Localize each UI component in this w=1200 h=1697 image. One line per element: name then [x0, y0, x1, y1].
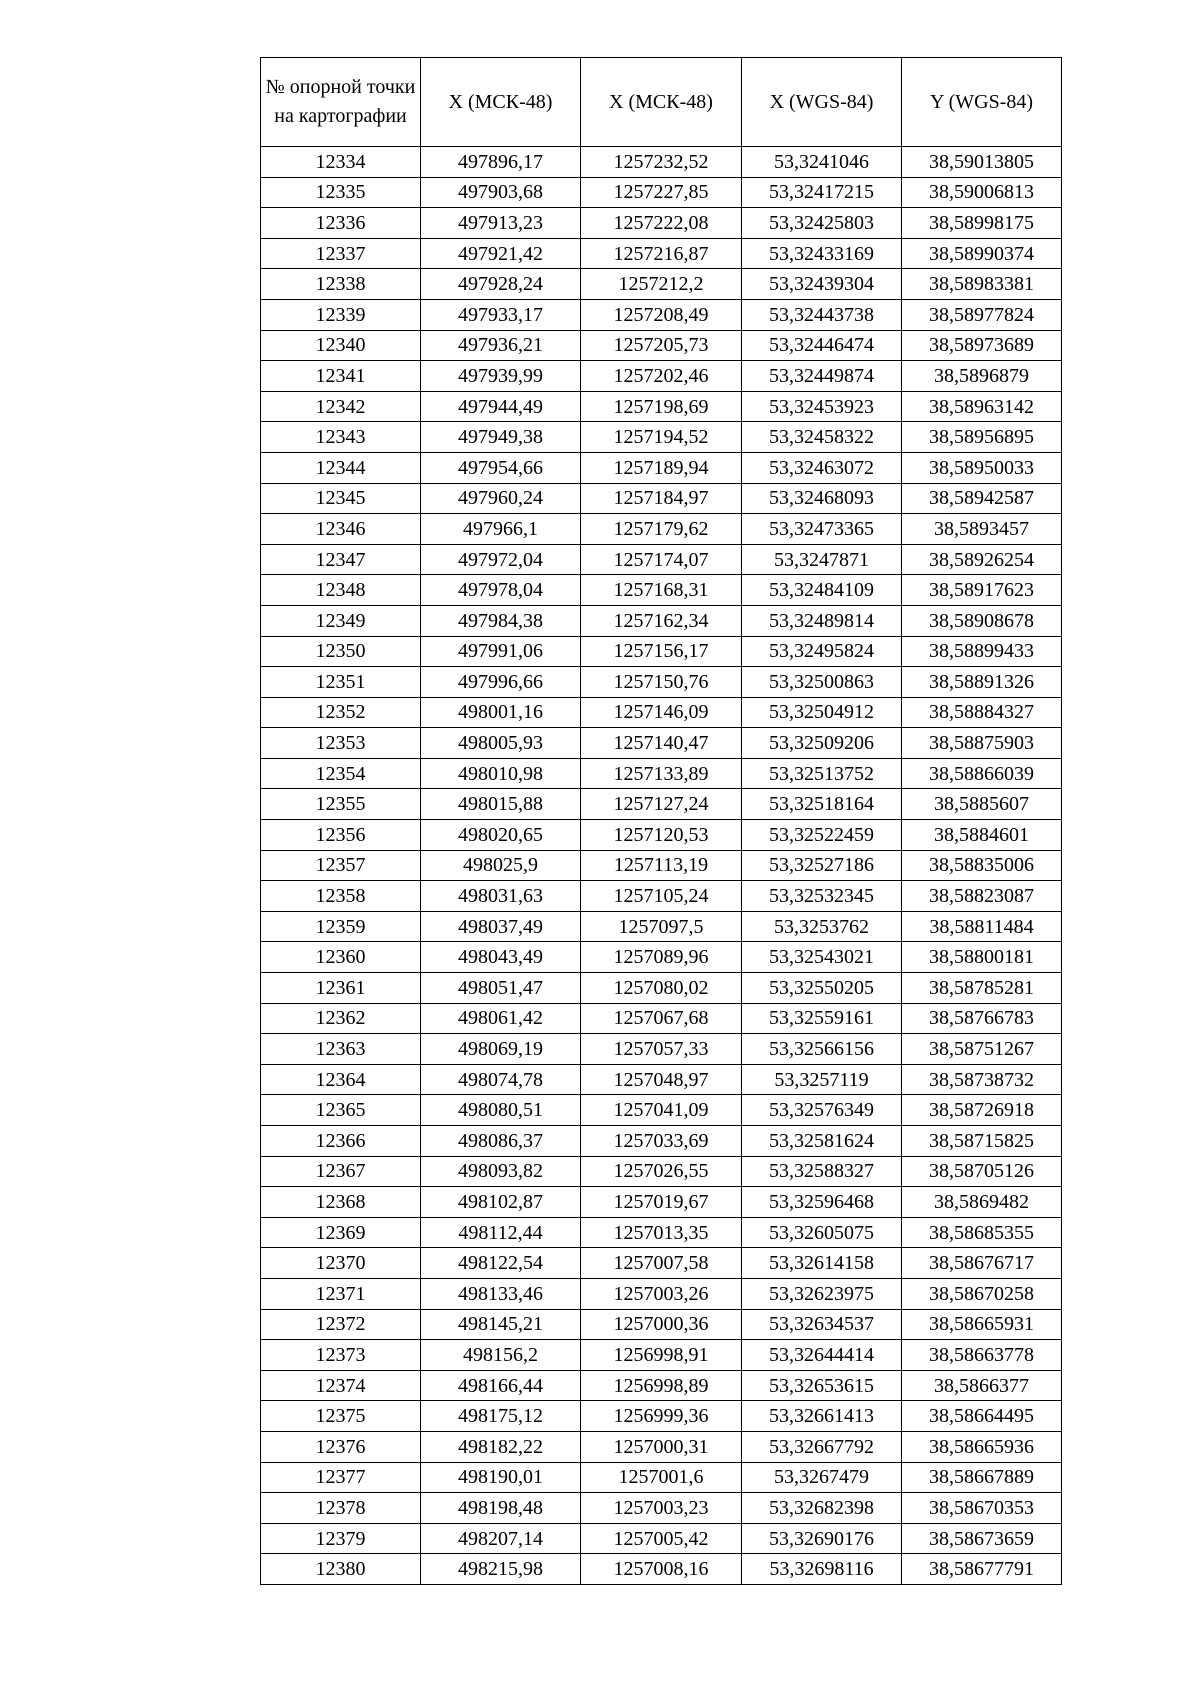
- cell-point-number: 12341: [261, 361, 421, 392]
- cell-x-msk48-second: 1257232,52: [581, 147, 742, 178]
- cell-x-msk48: 498145,21: [421, 1309, 581, 1340]
- cell-x-msk48-second: 1257080,02: [581, 973, 742, 1004]
- cell-x-wgs84: 53,32532345: [742, 881, 902, 912]
- cell-x-msk48-second: 1257174,07: [581, 544, 742, 575]
- table-row: [261, 1493, 1062, 1524]
- cell-y-wgs84: 38,58950033: [902, 452, 1062, 483]
- cell-x-wgs84: 53,32634537: [742, 1309, 902, 1340]
- cell-x-msk48-second: 1257003,23: [581, 1493, 742, 1524]
- cell-x-msk48-second: 1257194,52: [581, 422, 742, 453]
- cell-x-wgs84: 53,3257119: [742, 1064, 902, 1095]
- cell-x-wgs84: 53,32489814: [742, 605, 902, 636]
- cell-x-wgs84: 53,32458322: [742, 422, 902, 453]
- cell-point-number: 12372: [261, 1309, 421, 1340]
- cell-x-wgs84: 53,32614158: [742, 1248, 902, 1279]
- cell-x-msk48-second: 1257008,16: [581, 1554, 742, 1585]
- cell-point-number: 12353: [261, 728, 421, 759]
- cell-x-msk48: 498069,19: [421, 1034, 581, 1065]
- cell-x-msk48-second: 1257113,19: [581, 850, 742, 881]
- cell-x-msk48-second: 1257208,49: [581, 299, 742, 330]
- cell-x-msk48-second: 1257013,35: [581, 1217, 742, 1248]
- cell-y-wgs84: 38,58673659: [902, 1523, 1062, 1554]
- cell-x-msk48: 498166,44: [421, 1370, 581, 1401]
- cell-x-msk48: 498207,14: [421, 1523, 581, 1554]
- cell-x-msk48: 498043,49: [421, 942, 581, 973]
- cell-x-msk48: 498198,48: [421, 1493, 581, 1524]
- cell-x-wgs84: 53,3247871: [742, 544, 902, 575]
- cell-point-number: 12374: [261, 1370, 421, 1401]
- cell-x-msk48: 497903,68: [421, 177, 581, 208]
- cell-y-wgs84: 38,58670353: [902, 1493, 1062, 1524]
- cell-x-msk48: 498061,42: [421, 1003, 581, 1034]
- cell-point-number: 12371: [261, 1278, 421, 1309]
- cell-y-wgs84: 38,5893457: [902, 514, 1062, 545]
- cell-x-msk48-second: 1257156,17: [581, 636, 742, 667]
- cell-point-number: 12373: [261, 1340, 421, 1371]
- table-row: [261, 422, 1062, 453]
- table-row: [261, 789, 1062, 820]
- cell-x-msk48: 498156,2: [421, 1340, 581, 1371]
- cell-point-number: 12363: [261, 1034, 421, 1065]
- cell-point-number: 12346: [261, 514, 421, 545]
- table-row: [261, 269, 1062, 300]
- cell-point-number: 12354: [261, 758, 421, 789]
- cell-point-number: 12377: [261, 1462, 421, 1493]
- cell-y-wgs84: 38,58751267: [902, 1034, 1062, 1065]
- cell-x-msk48-second: 1257067,68: [581, 1003, 742, 1034]
- table-row: [261, 1187, 1062, 1218]
- cell-x-wgs84: 53,32425803: [742, 208, 902, 239]
- cell-x-msk48-second: 1257000,36: [581, 1309, 742, 1340]
- cell-x-wgs84: 53,32588327: [742, 1156, 902, 1187]
- cell-x-msk48: 498215,98: [421, 1554, 581, 1585]
- cell-x-msk48: 498112,44: [421, 1217, 581, 1248]
- table-row: [261, 330, 1062, 361]
- cell-x-msk48-second: 1257150,76: [581, 667, 742, 698]
- cell-point-number: 12359: [261, 911, 421, 942]
- cell-x-wgs84: 53,32661413: [742, 1401, 902, 1432]
- cell-point-number: 12349: [261, 605, 421, 636]
- cell-x-msk48: 497933,17: [421, 299, 581, 330]
- cell-x-wgs84: 53,32653615: [742, 1370, 902, 1401]
- cell-x-msk48: 498182,22: [421, 1431, 581, 1462]
- cell-point-number: 12356: [261, 820, 421, 851]
- cell-x-msk48-second: 1256998,91: [581, 1340, 742, 1371]
- table-row: [261, 850, 1062, 881]
- cell-y-wgs84: 38,59006813: [902, 177, 1062, 208]
- cell-point-number: 12351: [261, 667, 421, 698]
- cell-x-wgs84: 53,32576349: [742, 1095, 902, 1126]
- cell-x-msk48: 498031,63: [421, 881, 581, 912]
- cell-x-msk48-second: 1257019,67: [581, 1187, 742, 1218]
- cell-y-wgs84: 38,58963142: [902, 391, 1062, 422]
- cell-x-msk48: 497996,66: [421, 667, 581, 698]
- cell-x-msk48-second: 1257105,24: [581, 881, 742, 912]
- cell-point-number: 12355: [261, 789, 421, 820]
- cell-x-msk48: 498086,37: [421, 1126, 581, 1157]
- cell-x-wgs84: 53,32417215: [742, 177, 902, 208]
- cell-y-wgs84: 38,58800181: [902, 942, 1062, 973]
- cell-x-msk48: 497984,38: [421, 605, 581, 636]
- cell-y-wgs84: 38,58866039: [902, 758, 1062, 789]
- cell-x-msk48-second: 1257205,73: [581, 330, 742, 361]
- cell-x-msk48-second: 1257189,94: [581, 452, 742, 483]
- cell-point-number: 12376: [261, 1431, 421, 1462]
- cell-x-wgs84: 53,32527186: [742, 850, 902, 881]
- cell-x-msk48: 497978,04: [421, 575, 581, 606]
- cell-point-number: 12379: [261, 1523, 421, 1554]
- table-row: [261, 544, 1062, 575]
- cell-y-wgs84: 38,5884601: [902, 820, 1062, 851]
- table-row: [261, 208, 1062, 239]
- table-row: [261, 391, 1062, 422]
- cell-x-wgs84: 53,32667792: [742, 1431, 902, 1462]
- cell-point-number: 12336: [261, 208, 421, 239]
- cell-x-wgs84: 53,32605075: [742, 1217, 902, 1248]
- cell-x-msk48-second: 1257212,2: [581, 269, 742, 300]
- cell-x-wgs84: 53,32559161: [742, 1003, 902, 1034]
- cell-x-msk48: 498005,93: [421, 728, 581, 759]
- cell-x-wgs84: 53,32484109: [742, 575, 902, 606]
- table-row: [261, 483, 1062, 514]
- cell-x-msk48-second: 1257057,33: [581, 1034, 742, 1065]
- cell-x-wgs84: 53,32644414: [742, 1340, 902, 1371]
- cell-x-wgs84: 53,32623975: [742, 1278, 902, 1309]
- cell-x-wgs84: 53,3253762: [742, 911, 902, 942]
- table-row: [261, 1431, 1062, 1462]
- cell-x-msk48: 497960,24: [421, 483, 581, 514]
- table-row: [261, 1095, 1062, 1126]
- cell-x-wgs84: 53,32581624: [742, 1126, 902, 1157]
- cell-x-msk48: 498037,49: [421, 911, 581, 942]
- cell-x-wgs84: 53,32698116: [742, 1554, 902, 1585]
- header-x-wgs84: X (WGS-84): [742, 58, 902, 147]
- cell-x-wgs84: 53,32690176: [742, 1523, 902, 1554]
- cell-y-wgs84: 38,58811484: [902, 911, 1062, 942]
- cell-y-wgs84: 38,58823087: [902, 881, 1062, 912]
- table-row: [261, 514, 1062, 545]
- cell-y-wgs84: 38,5896879: [902, 361, 1062, 392]
- cell-y-wgs84: 38,58908678: [902, 605, 1062, 636]
- cell-y-wgs84: 38,58715825: [902, 1126, 1062, 1157]
- cell-point-number: 12368: [261, 1187, 421, 1218]
- cell-y-wgs84: 38,58998175: [902, 208, 1062, 239]
- cell-y-wgs84: 38,58884327: [902, 697, 1062, 728]
- table-row: [261, 1248, 1062, 1279]
- table-row: [261, 1156, 1062, 1187]
- cell-x-msk48-second: 1257140,47: [581, 728, 742, 759]
- cell-x-msk48: 498020,65: [421, 820, 581, 851]
- cell-y-wgs84: 38,5866377: [902, 1370, 1062, 1401]
- cell-x-msk48-second: 1257041,09: [581, 1095, 742, 1126]
- cell-y-wgs84: 38,5869482: [902, 1187, 1062, 1218]
- table-row: [261, 911, 1062, 942]
- cell-x-msk48: 498122,54: [421, 1248, 581, 1279]
- cell-point-number: 12342: [261, 391, 421, 422]
- cell-y-wgs84: 38,58956895: [902, 422, 1062, 453]
- table-row: [261, 758, 1062, 789]
- cell-y-wgs84: 38,58766783: [902, 1003, 1062, 1034]
- table-row: [261, 1064, 1062, 1095]
- cell-x-wgs84: 53,32513752: [742, 758, 902, 789]
- cell-y-wgs84: 38,58726918: [902, 1095, 1062, 1126]
- cell-point-number: 12350: [261, 636, 421, 667]
- cell-y-wgs84: 38,58677791: [902, 1554, 1062, 1585]
- cell-point-number: 12370: [261, 1248, 421, 1279]
- cell-x-wgs84: 53,32500863: [742, 667, 902, 698]
- table-row: [261, 1003, 1062, 1034]
- table-row: [261, 667, 1062, 698]
- cell-point-number: 12339: [261, 299, 421, 330]
- cell-x-msk48: 498080,51: [421, 1095, 581, 1126]
- cell-x-msk48: 497896,17: [421, 147, 581, 178]
- cell-y-wgs84: 38,58685355: [902, 1217, 1062, 1248]
- table-row: [261, 452, 1062, 483]
- cell-x-wgs84: 53,32439304: [742, 269, 902, 300]
- cell-x-msk48-second: 1257216,87: [581, 238, 742, 269]
- cell-x-msk48-second: 1257000,31: [581, 1431, 742, 1462]
- cell-point-number: 12337: [261, 238, 421, 269]
- cell-point-number: 12369: [261, 1217, 421, 1248]
- table-row: [261, 238, 1062, 269]
- cell-y-wgs84: 38,58875903: [902, 728, 1062, 759]
- cell-x-wgs84: 53,3267479: [742, 1462, 902, 1493]
- cell-x-wgs84: 53,32449874: [742, 361, 902, 392]
- cell-point-number: 12348: [261, 575, 421, 606]
- header-row: [261, 58, 1062, 147]
- cell-x-msk48-second: 1257127,24: [581, 789, 742, 820]
- cell-x-msk48-second: 1256999,36: [581, 1401, 742, 1432]
- table-row: [261, 820, 1062, 851]
- cell-y-wgs84: 38,58983381: [902, 269, 1062, 300]
- header-x-msk48-second: X (МСК-48): [581, 58, 742, 147]
- cell-y-wgs84: 38,58835006: [902, 850, 1062, 881]
- table-row: [261, 1370, 1062, 1401]
- cell-y-wgs84: 38,58663778: [902, 1340, 1062, 1371]
- table-row: [261, 1034, 1062, 1065]
- cell-x-msk48-second: 1257222,08: [581, 208, 742, 239]
- cell-x-msk48-second: 1257048,97: [581, 1064, 742, 1095]
- cell-x-wgs84: 53,32443738: [742, 299, 902, 330]
- table-row: [261, 1340, 1062, 1371]
- cell-x-msk48: 498102,87: [421, 1187, 581, 1218]
- cell-x-msk48-second: 1257005,42: [581, 1523, 742, 1554]
- cell-x-msk48-second: 1257198,69: [581, 391, 742, 422]
- cell-point-number: 12343: [261, 422, 421, 453]
- cell-x-msk48: 497949,38: [421, 422, 581, 453]
- cell-x-msk48: 497991,06: [421, 636, 581, 667]
- cell-point-number: 12344: [261, 452, 421, 483]
- cell-x-msk48-second: 1257179,62: [581, 514, 742, 545]
- cell-x-wgs84: 53,32522459: [742, 820, 902, 851]
- cell-point-number: 12360: [261, 942, 421, 973]
- cell-x-wgs84: 53,32463072: [742, 452, 902, 483]
- cell-point-number: 12335: [261, 177, 421, 208]
- table-row: [261, 942, 1062, 973]
- cell-x-msk48-second: 1257184,97: [581, 483, 742, 514]
- cell-x-msk48: 498010,98: [421, 758, 581, 789]
- table-row: [261, 1401, 1062, 1432]
- cell-x-msk48: 498001,16: [421, 697, 581, 728]
- cell-x-wgs84: 53,32453923: [742, 391, 902, 422]
- cell-y-wgs84: 38,58665931: [902, 1309, 1062, 1340]
- cell-y-wgs84: 38,58665936: [902, 1431, 1062, 1462]
- cell-x-msk48: 497936,21: [421, 330, 581, 361]
- header-point-number: № опорной точки на картографии: [261, 58, 421, 147]
- cell-x-msk48-second: 1257007,58: [581, 1248, 742, 1279]
- header-y-wgs84: Y (WGS-84): [902, 58, 1062, 147]
- cell-y-wgs84: 38,58926254: [902, 544, 1062, 575]
- cell-point-number: 12357: [261, 850, 421, 881]
- table-row: [261, 636, 1062, 667]
- cell-x-msk48: 498074,78: [421, 1064, 581, 1095]
- cell-x-msk48-second: 1257097,5: [581, 911, 742, 942]
- cell-y-wgs84: 38,58705126: [902, 1156, 1062, 1187]
- cell-x-msk48: 498093,82: [421, 1156, 581, 1187]
- cell-y-wgs84: 38,58973689: [902, 330, 1062, 361]
- cell-x-msk48-second: 1257089,96: [581, 942, 742, 973]
- table-row: [261, 1523, 1062, 1554]
- cell-x-msk48: 498051,47: [421, 973, 581, 1004]
- cell-x-wgs84: 53,3241046: [742, 147, 902, 178]
- cell-y-wgs84: 38,59013805: [902, 147, 1062, 178]
- table-row: [261, 973, 1062, 1004]
- cell-x-msk48: 497928,24: [421, 269, 581, 300]
- cell-point-number: 12345: [261, 483, 421, 514]
- cell-x-msk48: 497939,99: [421, 361, 581, 392]
- cell-x-msk48-second: 1257162,34: [581, 605, 742, 636]
- cell-point-number: 12334: [261, 147, 421, 178]
- cell-x-wgs84: 53,32518164: [742, 789, 902, 820]
- cell-y-wgs84: 38,58738732: [902, 1064, 1062, 1095]
- table-row: [261, 361, 1062, 392]
- cell-point-number: 12366: [261, 1126, 421, 1157]
- cell-x-msk48: 498175,12: [421, 1401, 581, 1432]
- cell-x-msk48-second: 1257003,26: [581, 1278, 742, 1309]
- cell-y-wgs84: 38,58942587: [902, 483, 1062, 514]
- cell-point-number: 12367: [261, 1156, 421, 1187]
- cell-y-wgs84: 38,5885607: [902, 789, 1062, 820]
- cell-y-wgs84: 38,58891326: [902, 667, 1062, 698]
- cell-x-wgs84: 53,32468093: [742, 483, 902, 514]
- table-body: [261, 147, 1062, 1585]
- cell-x-msk48: 497966,1: [421, 514, 581, 545]
- cell-x-wgs84: 53,32433169: [742, 238, 902, 269]
- cell-x-msk48-second: 1256998,89: [581, 1370, 742, 1401]
- cell-x-msk48: 497944,49: [421, 391, 581, 422]
- table-row: [261, 1462, 1062, 1493]
- cell-x-msk48-second: 1257227,85: [581, 177, 742, 208]
- coordinates-table: [260, 57, 1062, 1585]
- table-row: [261, 1309, 1062, 1340]
- cell-point-number: 12380: [261, 1554, 421, 1585]
- cell-x-wgs84: 53,32473365: [742, 514, 902, 545]
- cell-point-number: 12364: [261, 1064, 421, 1095]
- cell-point-number: 12338: [261, 269, 421, 300]
- cell-x-msk48: 497954,66: [421, 452, 581, 483]
- cell-x-wgs84: 53,32596468: [742, 1187, 902, 1218]
- cell-x-msk48: 497921,42: [421, 238, 581, 269]
- cell-x-msk48-second: 1257033,69: [581, 1126, 742, 1157]
- cell-y-wgs84: 38,58670258: [902, 1278, 1062, 1309]
- cell-y-wgs84: 38,58785281: [902, 973, 1062, 1004]
- cell-y-wgs84: 38,58664495: [902, 1401, 1062, 1432]
- cell-x-msk48-second: 1257120,53: [581, 820, 742, 851]
- cell-x-wgs84: 53,32543021: [742, 942, 902, 973]
- cell-point-number: 12362: [261, 1003, 421, 1034]
- cell-x-wgs84: 53,32446474: [742, 330, 902, 361]
- table-header: [261, 58, 1062, 147]
- cell-point-number: 12365: [261, 1095, 421, 1126]
- cell-x-msk48-second: 1257026,55: [581, 1156, 742, 1187]
- table-row: [261, 697, 1062, 728]
- cell-point-number: 12375: [261, 1401, 421, 1432]
- table-row: [261, 1217, 1062, 1248]
- cell-point-number: 12361: [261, 973, 421, 1004]
- cell-point-number: 12340: [261, 330, 421, 361]
- cell-x-msk48: 498025,9: [421, 850, 581, 881]
- cell-y-wgs84: 38,58990374: [902, 238, 1062, 269]
- cell-y-wgs84: 38,58899433: [902, 636, 1062, 667]
- table-row: [261, 728, 1062, 759]
- header-x-msk48: X (МСК-48): [421, 58, 581, 147]
- cell-x-msk48-second: 1257133,89: [581, 758, 742, 789]
- cell-x-msk48-second: 1257202,46: [581, 361, 742, 392]
- cell-y-wgs84: 38,58977824: [902, 299, 1062, 330]
- cell-x-wgs84: 53,32550205: [742, 973, 902, 1004]
- cell-y-wgs84: 38,58917623: [902, 575, 1062, 606]
- table-row: [261, 575, 1062, 606]
- table-row: [261, 881, 1062, 912]
- table-row: [261, 299, 1062, 330]
- cell-x-msk48: 498133,46: [421, 1278, 581, 1309]
- table-row: [261, 1126, 1062, 1157]
- cell-x-wgs84: 53,32566156: [742, 1034, 902, 1065]
- table-row: [261, 177, 1062, 208]
- cell-point-number: 12347: [261, 544, 421, 575]
- cell-point-number: 12378: [261, 1493, 421, 1524]
- cell-x-msk48-second: 1257146,09: [581, 697, 742, 728]
- cell-x-wgs84: 53,32495824: [742, 636, 902, 667]
- table-row: [261, 147, 1062, 178]
- cell-y-wgs84: 38,58667889: [902, 1462, 1062, 1493]
- cell-x-msk48-second: 1257001,6: [581, 1462, 742, 1493]
- cell-point-number: 12352: [261, 697, 421, 728]
- cell-x-msk48-second: 1257168,31: [581, 575, 742, 606]
- cell-point-number: 12358: [261, 881, 421, 912]
- table-row: [261, 1278, 1062, 1309]
- table-row: [261, 605, 1062, 636]
- cell-x-wgs84: 53,32682398: [742, 1493, 902, 1524]
- cell-x-wgs84: 53,32509206: [742, 728, 902, 759]
- table-row: [261, 1554, 1062, 1585]
- cell-x-wgs84: 53,32504912: [742, 697, 902, 728]
- cell-x-msk48: 497972,04: [421, 544, 581, 575]
- cell-x-msk48: 498015,88: [421, 789, 581, 820]
- cell-x-msk48: 497913,23: [421, 208, 581, 239]
- cell-y-wgs84: 38,58676717: [902, 1248, 1062, 1279]
- cell-x-msk48: 498190,01: [421, 1462, 581, 1493]
